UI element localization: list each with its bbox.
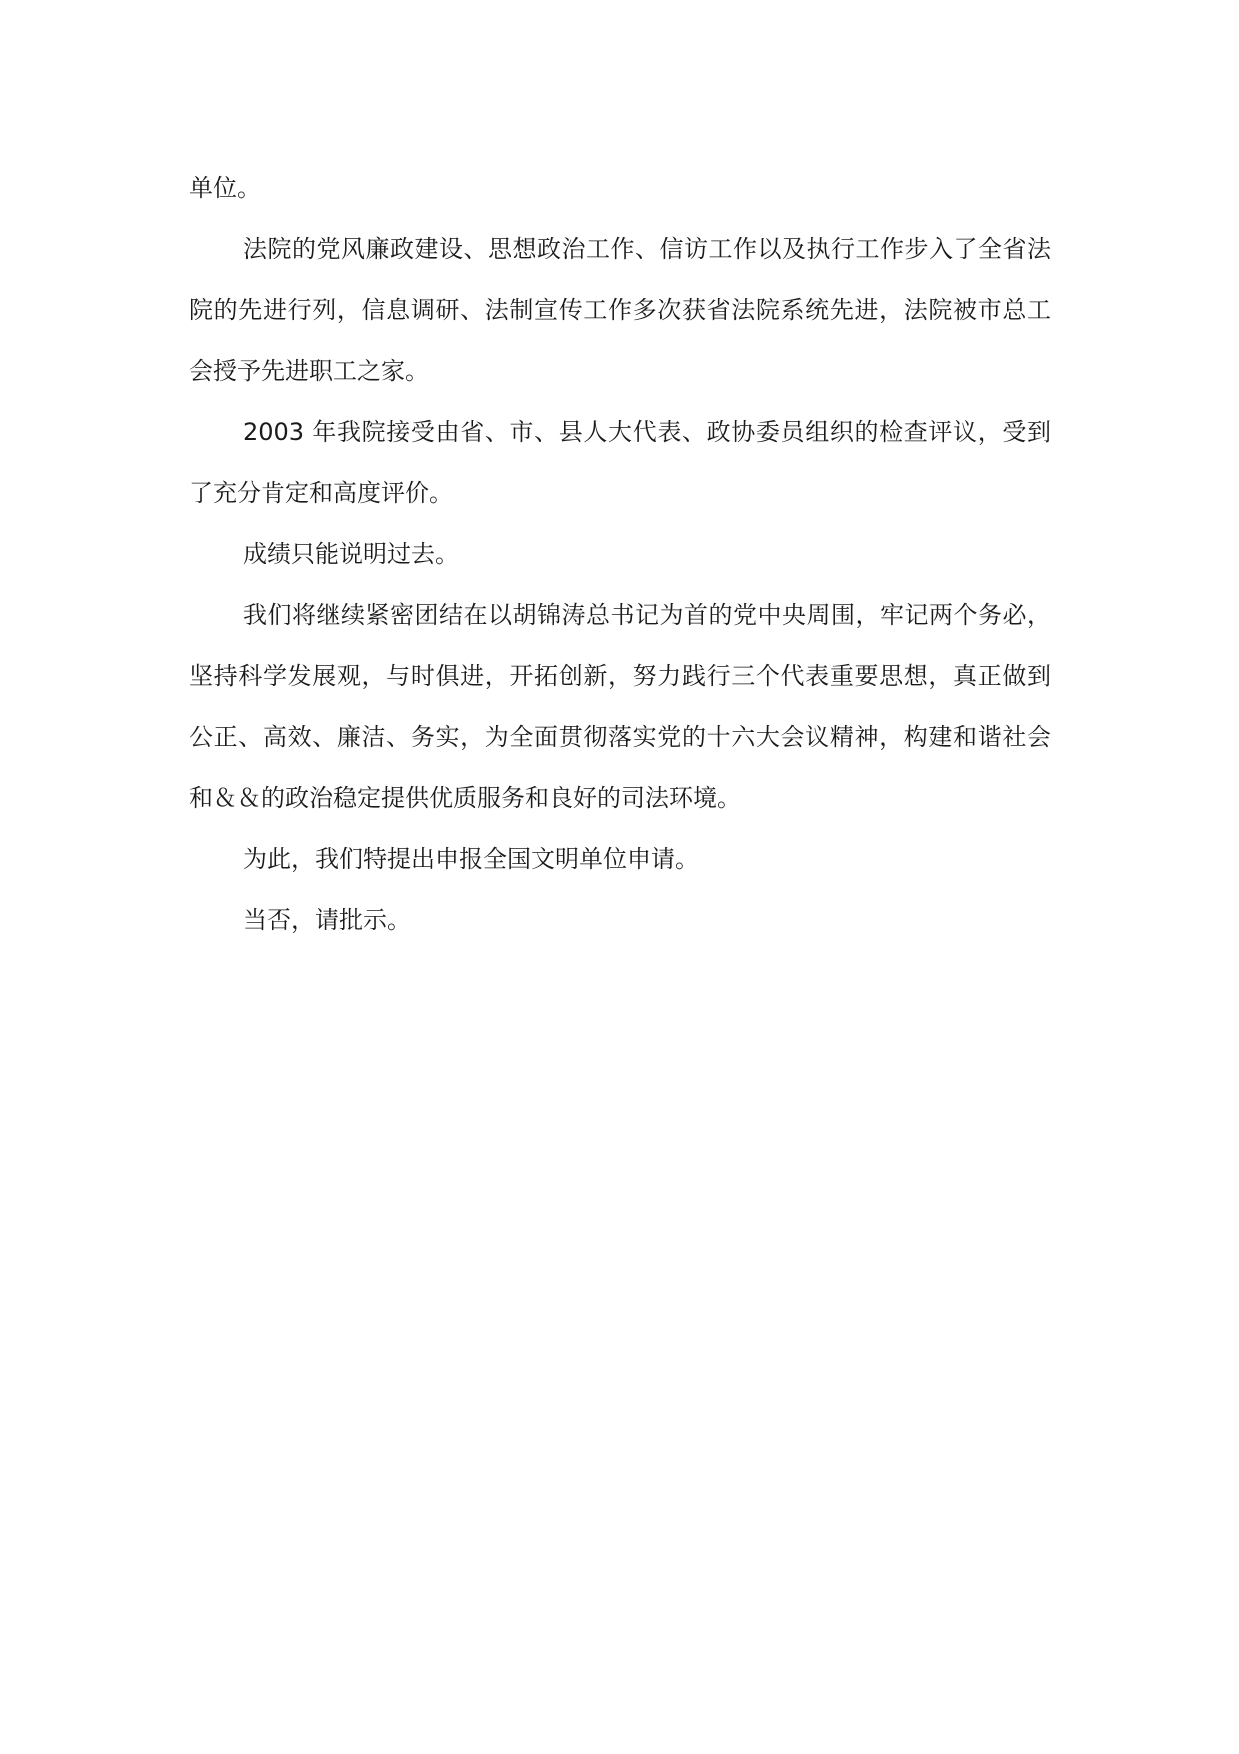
paragraph-commitment: 我们将继续紧密团结在以胡锦涛总书记为首的党中央周围，牢记两个务必，坚持科学发展观，与时俱进，开拓创新，努力践行三个代表重要思想，真正做到公正、高效、廉洁、务实，为全面贯彻落实党的十六大会议精神，构建和谐社会和＆＆的政治稳定提供优质服务和良好的司法环境。 xyxy=(189,601,1051,812)
paragraph-2003-review: 2003 年我院接受由省、市、县人大代表、政协委员组织的检查评议，受到了充分肯定和高度评价。 xyxy=(189,418,1051,507)
paragraph-closing: 当否，请批示。 xyxy=(243,906,411,934)
document-body xyxy=(189,158,1051,951)
paragraph-application: 为此，我们特提出申报全国文明单位申请。 xyxy=(243,845,699,873)
paragraph-continuation: 单位。 xyxy=(189,174,261,202)
paragraph-court-achievements: 法院的党风廉政建设、思想政治工作、信访工作以及执行工作步入了全省法院的先进行列，信息调研、法制宣传工作多次获省法院系统先进，法院被市总工会授予先进职工之家。 xyxy=(189,235,1051,385)
paragraph-past-results: 成绩只能说明过去。 xyxy=(243,540,459,568)
